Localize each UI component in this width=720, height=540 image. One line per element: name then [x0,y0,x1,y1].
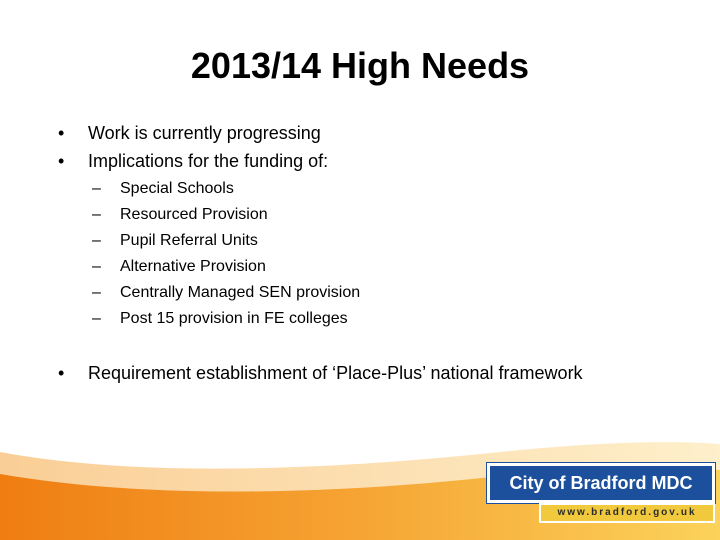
sub-bullet-mark: – [92,206,101,223]
logo-url-panel [539,503,715,523]
sub-bullet-mark: – [92,310,101,327]
sub-bullet-text: Post 15 provision in FE colleges [120,310,348,327]
sub-bullet-item [92,309,348,329]
sub-bullet-item [92,205,268,225]
bullet-text: Requirement establishment of ‘Place-Plus’ national framework [88,363,583,383]
sub-bullet-mark: – [92,232,101,249]
sub-bullet-mark: – [92,180,101,197]
bullet-text: Implications for the funding of: [88,151,329,171]
bullet-item [58,122,321,144]
sub-bullet-mark: – [92,284,101,301]
sub-bullet-item [92,283,360,303]
logo-url: www.bradford.gov.uk [557,507,697,518]
sub-bullet-text: Centrally Managed SEN provision [120,284,361,301]
bradford-logo [487,463,715,527]
bullet-mark: • [58,123,65,143]
sub-bullet-text: Alternative Provision [120,258,266,275]
sub-bullet-item [92,179,234,199]
sub-bullet-text: Special Schools [120,180,234,197]
logo-name-panel [487,463,715,503]
bullet-mark: • [58,363,65,383]
sub-bullet-text: Resourced Provision [120,206,268,223]
sub-bullet-text: Pupil Referral Units [120,232,258,249]
bullet-mark: • [58,151,65,171]
bullet-text: Work is currently progressing [88,123,321,143]
bullet-item [58,150,328,172]
slide-title: 2013/14 High Needs [190,45,530,86]
bullet-item [58,362,583,384]
sub-bullet-item [92,231,258,251]
sub-bullet-mark: – [92,258,101,275]
logo-name: City of Bradford MDC [509,473,693,493]
sub-bullet-item [92,257,266,277]
